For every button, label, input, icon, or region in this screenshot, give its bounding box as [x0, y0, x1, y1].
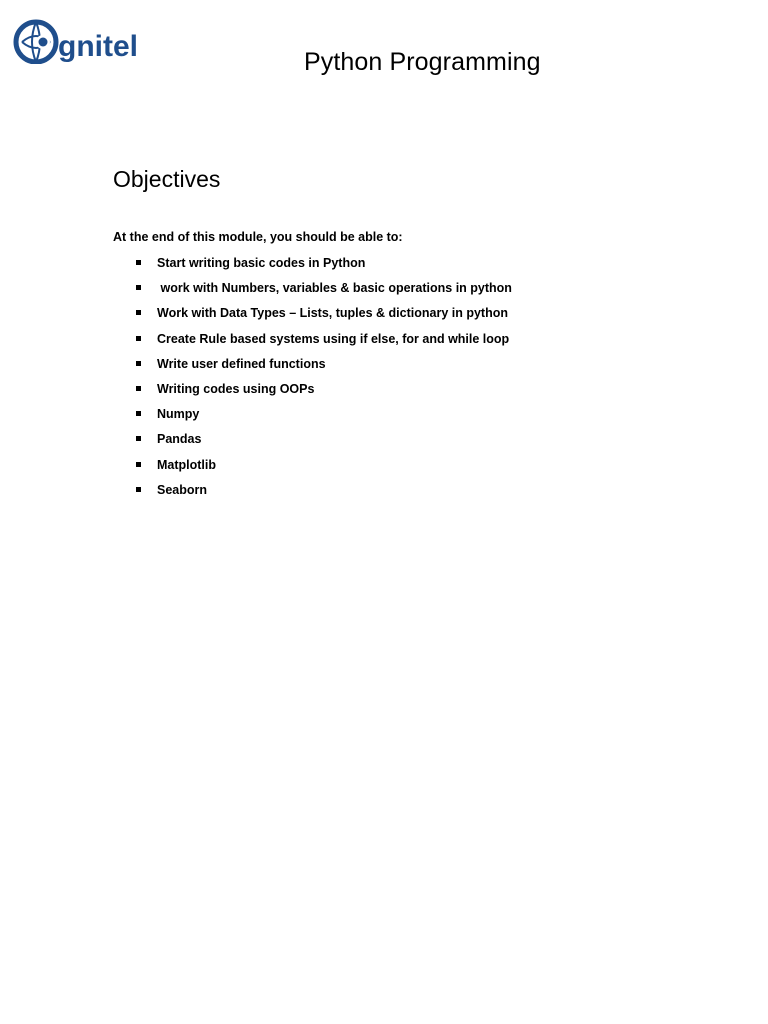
- list-item-text: Start writing basic codes in Python: [157, 256, 366, 270]
- bullet-icon: [136, 260, 141, 265]
- page-title: Python Programming: [304, 48, 541, 76]
- bullet-icon: [136, 411, 141, 416]
- bullet-icon: [136, 462, 141, 467]
- list-item-text: Write user defined functions: [157, 356, 326, 371]
- bullet-icon: [136, 310, 141, 315]
- list-item: [113, 457, 713, 482]
- list-item-text: Matplotlib: [157, 457, 217, 472]
- list-item: [113, 431, 713, 456]
- intro-text: At the end of this module, you should be able to:: [113, 230, 403, 244]
- bullet-icon: [136, 487, 141, 492]
- company-logo: [12, 12, 162, 64]
- section-heading: Objectives: [113, 166, 221, 192]
- list-item: [113, 280, 713, 305]
- list-item-text: Work with Data Types – Lists, tuples & dictionary in python: [157, 306, 508, 321]
- list-item-text: Seaborn: [157, 482, 208, 497]
- list-item: [113, 255, 713, 280]
- globe-logo-icon: [12, 12, 162, 64]
- list-item-text: Writing codes using OOPs: [157, 381, 315, 396]
- bullet-icon: [136, 336, 141, 341]
- list-item: [113, 305, 713, 330]
- bullet-icon: [136, 386, 141, 391]
- list-item: [113, 381, 713, 406]
- list-item-text: Create Rule based systems using if else, for and while loop: [157, 331, 510, 346]
- list-item-text: work with Numbers, variables & basic operations in python: [157, 281, 512, 296]
- objectives-list: [113, 255, 713, 507]
- list-item-text: Pandas: [157, 432, 202, 447]
- bullet-icon: [136, 285, 141, 290]
- bullet-icon: [136, 436, 141, 441]
- logo-wordmark: gnitel: [58, 30, 138, 63]
- list-item: [113, 356, 713, 381]
- list-item-text: Numpy: [157, 407, 200, 422]
- list-item: [113, 482, 713, 507]
- bullet-icon: [136, 361, 141, 366]
- list-item: [113, 406, 713, 431]
- list-item: [113, 331, 713, 356]
